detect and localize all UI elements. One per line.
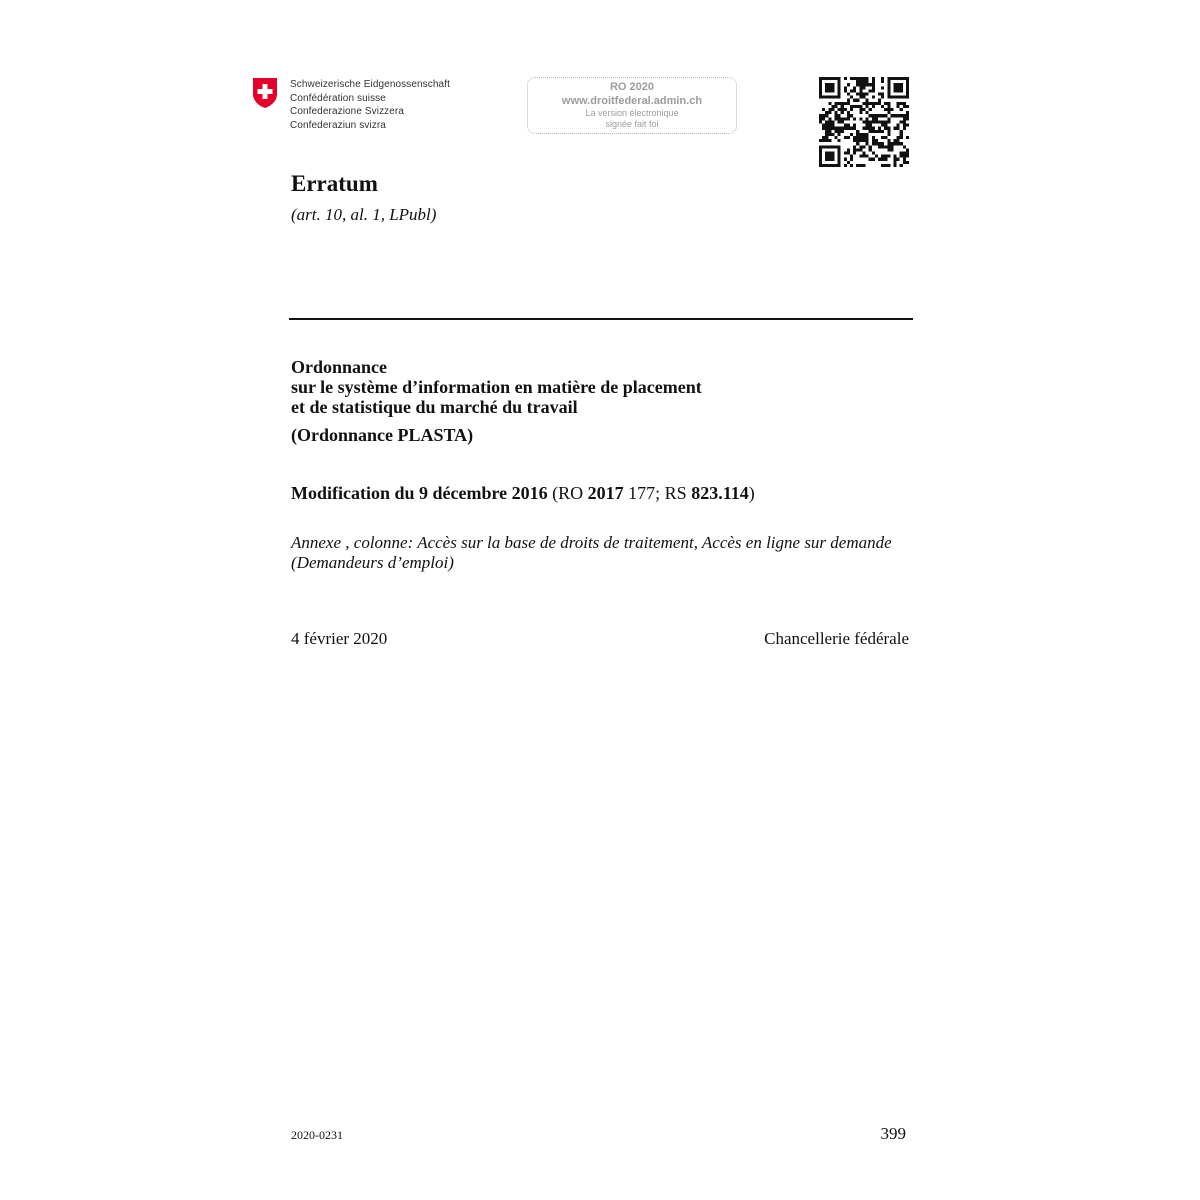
document-number: 2020-0231 — [291, 1128, 343, 1142]
qr-code-icon — [819, 77, 909, 167]
annex-note: Annexe , colonne: Accès sur la base de droits de traitement, Accès en ligne sur demande (Demandeurs d’emploi) — [291, 533, 892, 572]
page-number: 399 — [880, 1124, 906, 1143]
ordinance-title-line: Ordonnance — [291, 357, 388, 377]
ordinance-title — [291, 357, 702, 417]
divider — [289, 318, 913, 320]
ro-prefix: (RO — [547, 483, 588, 503]
modification-label: Modification du 9 décembre 2016 — [291, 483, 548, 503]
conf-name-fr: Confédération suisse — [290, 92, 386, 104]
official-stamp — [527, 77, 737, 134]
confederation-names — [290, 78, 450, 132]
conf-name-it: Confederazione Svizzera — [290, 106, 405, 117]
publication-date: 4 février 2020 — [291, 629, 388, 648]
stamp-note-1: La version électronique — [585, 108, 679, 118]
ordinance-title-line: et de statistique du marché du travail — [291, 397, 578, 417]
stamp-url: www.droitfederal.admin.ch — [561, 95, 703, 107]
ordinance-title-line: sur le système d’information en matière de placement — [291, 377, 702, 397]
issuing-authority: Chancellerie fédérale — [764, 629, 909, 648]
modification-suffix: ) — [748, 483, 755, 503]
ro-year: 2017 — [587, 483, 624, 503]
ordinance-short-title: (Ordonnance PLASTA) — [291, 425, 474, 445]
stamp-edition: RO 2020 — [609, 81, 655, 93]
rs-number: 823.114 — [691, 483, 749, 503]
modification-line — [291, 483, 755, 504]
conf-name-rm: Confederaziun svizra — [290, 119, 386, 131]
legal-reference: (art. 10, al. 1, LPubl) — [291, 205, 437, 224]
swiss-coat-of-arms-icon — [252, 77, 278, 109]
page-title: Erratum — [291, 171, 378, 196]
stamp-note-2: signée fait foi — [605, 119, 659, 129]
conf-name-de: Schweizerische Eidgenossenschaft — [290, 79, 450, 90]
ro-page: 177; RS — [623, 483, 692, 503]
